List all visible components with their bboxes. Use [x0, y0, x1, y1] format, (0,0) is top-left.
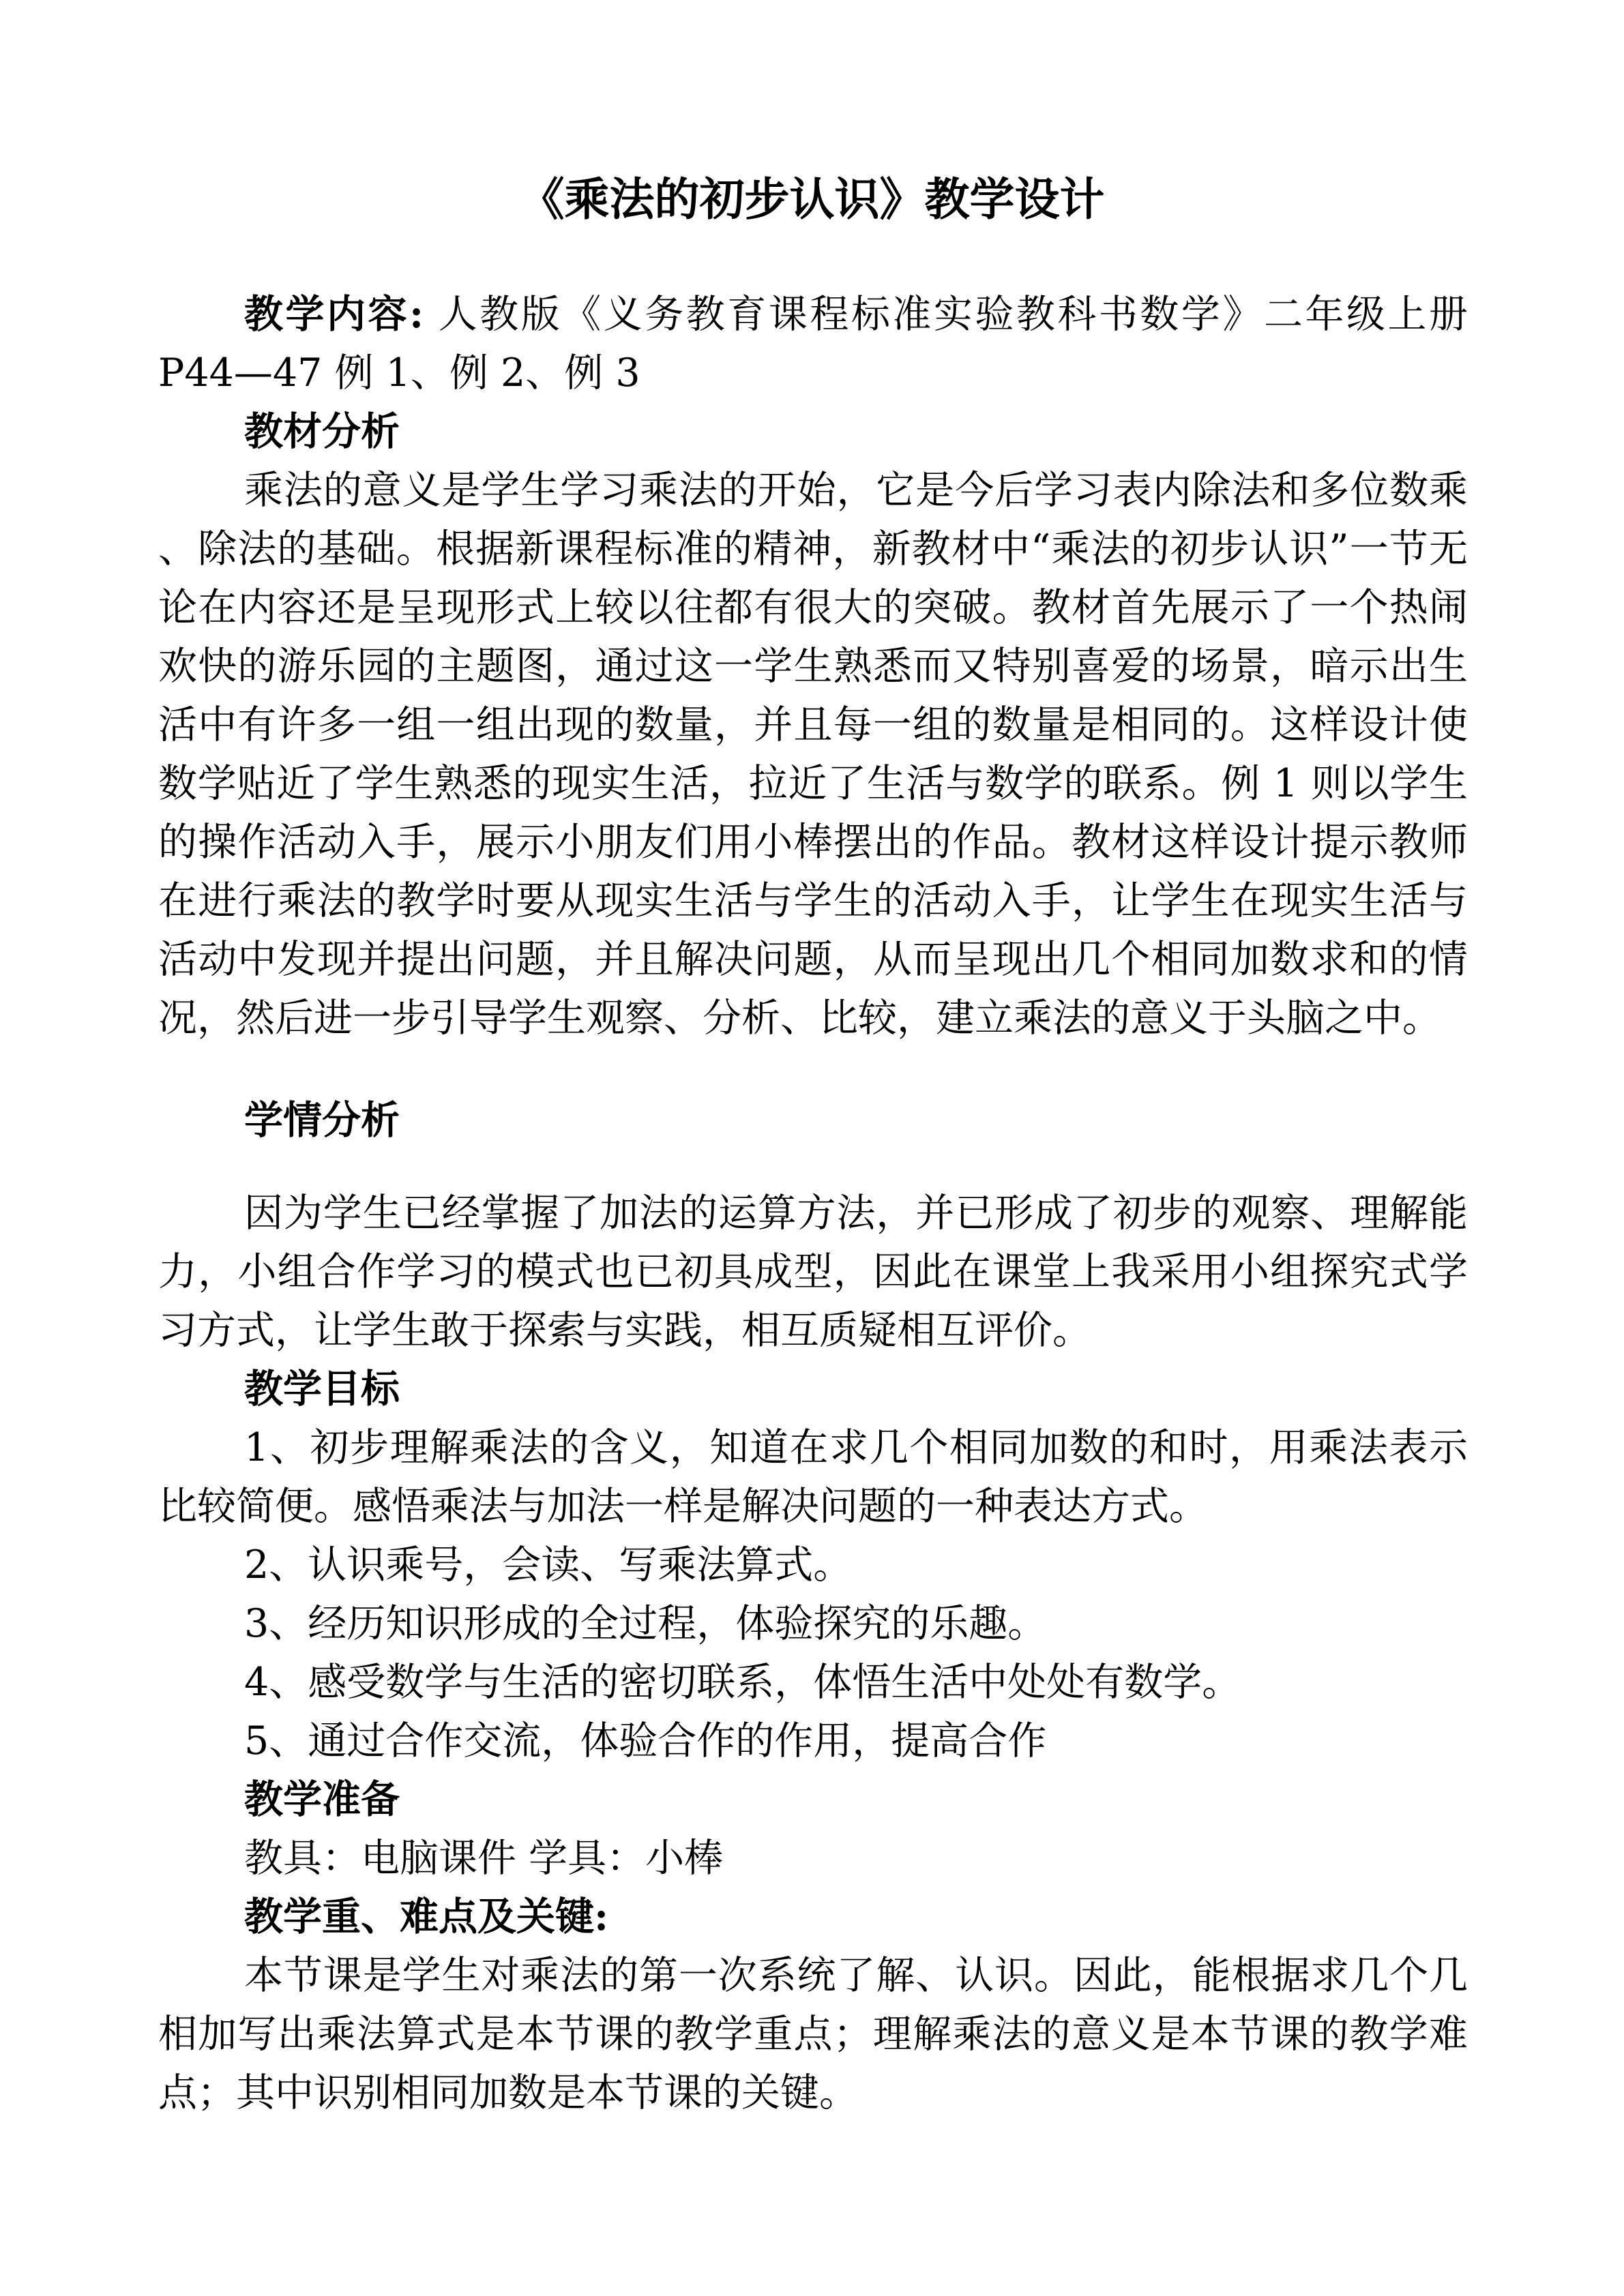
objective-item-5: 5、通过合作交流，体验合作的作用，提高合作 — [244, 1718, 1047, 1763]
content-text: 人教版《义务教育课程标准实验教科书数学》二年级上册 P44—47 例 1、例 2、例 3 — [158, 292, 1468, 396]
objective-item-4: 4、感受数学与生活的密切联系，体悟生活中处处有数学。 — [244, 1660, 1241, 1705]
textbook-analysis-text: 乘法的意义是学生学习乘法的开始，它是今后学习表内除法和多位数乘 、除法的基础。根据新课程标准的精神，新教材中“乘法的初步认识”一节无论在内容还是呈现形式上较以往都有很大的突破。教材首先展示了一个热闹欢快的游乐园的主题图，通过这一学生熟悉而又特别喜爱的场景，暗示出生活中有许多一组一组出现的数量，并且每一组的数量是相同的。这样设计使数学贴近了学生熟悉的现实生活，拉近了生活与数学的联系。例 1 则以学生的操作活动入手，展示小朋友们用小棒摆出的作品。教材这样设计提示教师在进行乘法的教学时要从现实生活与学生的活动入手，让学生在现实生活与活动中发现并提出问题，并且解决问题，从而呈现出几个相同加数求和的情况，然后进一步引导学生观察、分析、比较，建立乘法的意义于头脑之中。 — [158, 468, 1468, 1041]
preparation-heading: 教学准备 — [244, 1776, 400, 1822]
content-paragraph — [158, 285, 1468, 402]
textbook-analysis-heading: 教材分析 — [244, 408, 400, 454]
document-body — [158, 285, 1468, 2122]
objectives-heading: 教学目标 — [244, 1366, 400, 1412]
section-spacer — [158, 1150, 1468, 1184]
objective-item-2: 2、认识乘号，会读、写乘法算式。 — [244, 1542, 853, 1587]
student-analysis-heading: 学情分析 — [244, 1097, 400, 1143]
section-spacer — [158, 1047, 1468, 1091]
student-analysis-text: 因为学生已经掌握了加法的运算方法，并已形成了初步的观察、理解能力，小组合作学习的模式也已初具成型，因此在课堂上我采用小组探究式学习方式，让学生敢于探索与实践，相互质疑相互评价。 — [158, 1191, 1468, 1353]
key-points-text: 本节课是学生对乘法的第一次系统了解、认识。因此，能根据求几个几相加写出乘法算式是本节课的教学重点；理解乘法的意义是本节课的教学难点；其中识别相同加数是本节课的关键。 — [158, 1953, 1468, 2115]
document-title: 《乘法的初步认识》教学设计 — [519, 173, 1105, 226]
objective-item-3: 3、经历知识形成的全过程，体验探究的乐趣。 — [244, 1601, 1047, 1646]
preparation-text: 教具：电脑课件 学具：小棒 — [244, 1836, 724, 1881]
objective-item-1: 1、初步理解乘法的含义，知道在求几个相同加数的和时，用乘法表示比较简便。感悟乘法与加法一样是解决问题的一种表达方式。 — [158, 1425, 1468, 1529]
content-label: 教学内容: — [244, 291, 424, 337]
key-points-heading: 教学重、难点及关键: — [244, 1894, 609, 1939]
